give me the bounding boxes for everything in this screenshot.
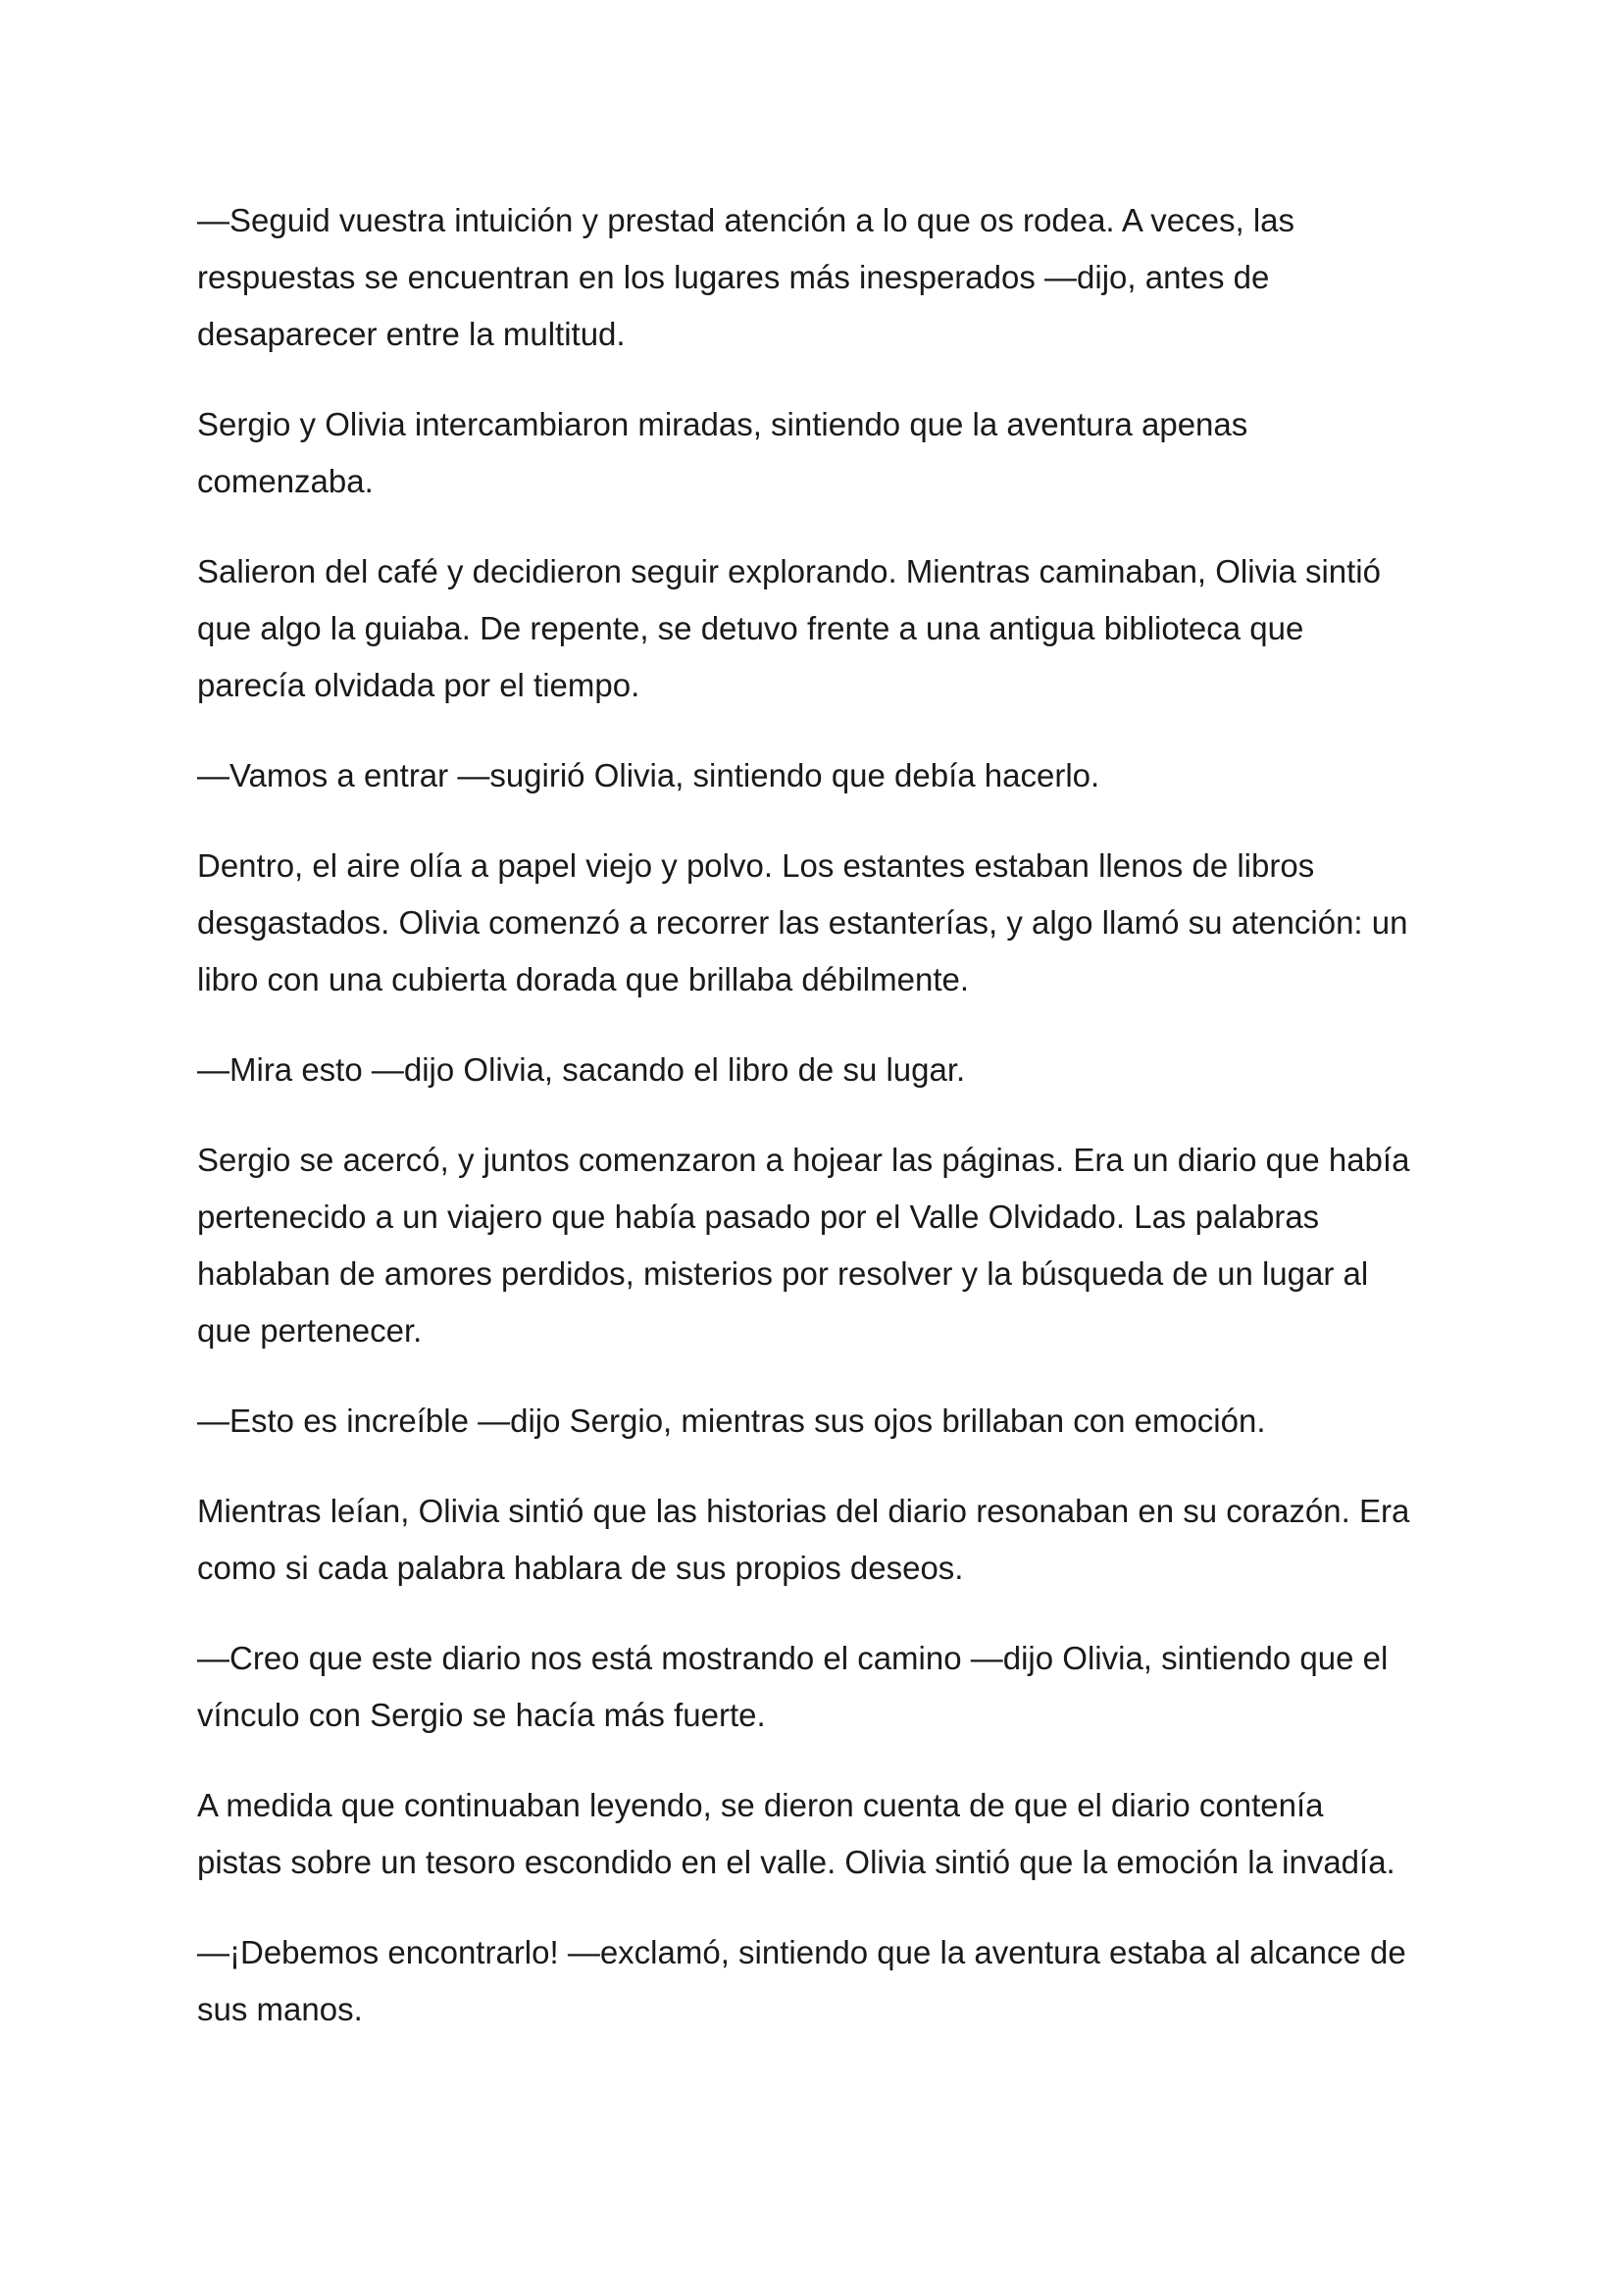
paragraph-1: —Seguid vuestra intuición y prestad atención a lo que os rodea. A veces, las respuestas se encuentran en los lugares más inesperados —dijo, antes de desaparecer entre la multitud. [197, 202, 1295, 352]
paragraph-5: Dentro, el aire olía a papel viejo y polvo. Los estantes estaban llenos de libros desgastados. Olivia comenzó a recorrer las estanterías, y algo llamó su atención: un libro con una cubierta dorada que brillaba débilmente. [197, 847, 1408, 997]
paragraph-12: —¡Debemos encontrarlo! —exclamó, sintiendo que la aventura estaba al alcance de sus manos. [197, 1934, 1406, 2027]
paragraph-4: —Vamos a entrar —sugirió Olivia, sintiendo que debía hacerlo. [197, 757, 1100, 793]
paragraph-7: Sergio se acercó, y juntos comenzaron a hojear las páginas. Era un diario que había pertenecido a un viajero que había pasado por el Valle Olvidado. Las palabras hablaban de amores perdidos, misterios por resolver y la búsqueda de un lugar al que pertenecer. [197, 1142, 1410, 1349]
document-body [197, 192, 1443, 2071]
paragraph-6: —Mira esto —dijo Olivia, sacando el libro de su lugar. [197, 1051, 966, 1088]
paragraph-2: Sergio y Olivia intercambiaron miradas, sintiendo que la aventura apenas comenzaba. [197, 406, 1248, 499]
paragraph-8: —Esto es increíble —dijo Sergio, mientras sus ojos brillaban con emoción. [197, 1403, 1266, 1439]
paragraph-11: A medida que continuaban leyendo, se dieron cuenta de que el diario contenía pistas sobre un tesoro escondido en el valle. Olivia sintió que la emoción la invadía. [197, 1787, 1395, 1880]
paragraph-9: Mientras leían, Olivia sintió que las historias del diario resonaban en su corazón. Era como si cada palabra hablara de sus propios deseos. [197, 1493, 1410, 1586]
paragraph-10: —Creo que este diario nos está mostrando el camino —dijo Olivia, sintiendo que el vínculo con Sergio se hacía más fuerte. [197, 1640, 1389, 1733]
paragraph-3: Salieron del café y decidieron seguir explorando. Mientras caminaban, Olivia sintió que algo la guiaba. De repente, se detuvo frente a una antigua biblioteca que parecía olvidada por el tiempo. [197, 553, 1381, 703]
